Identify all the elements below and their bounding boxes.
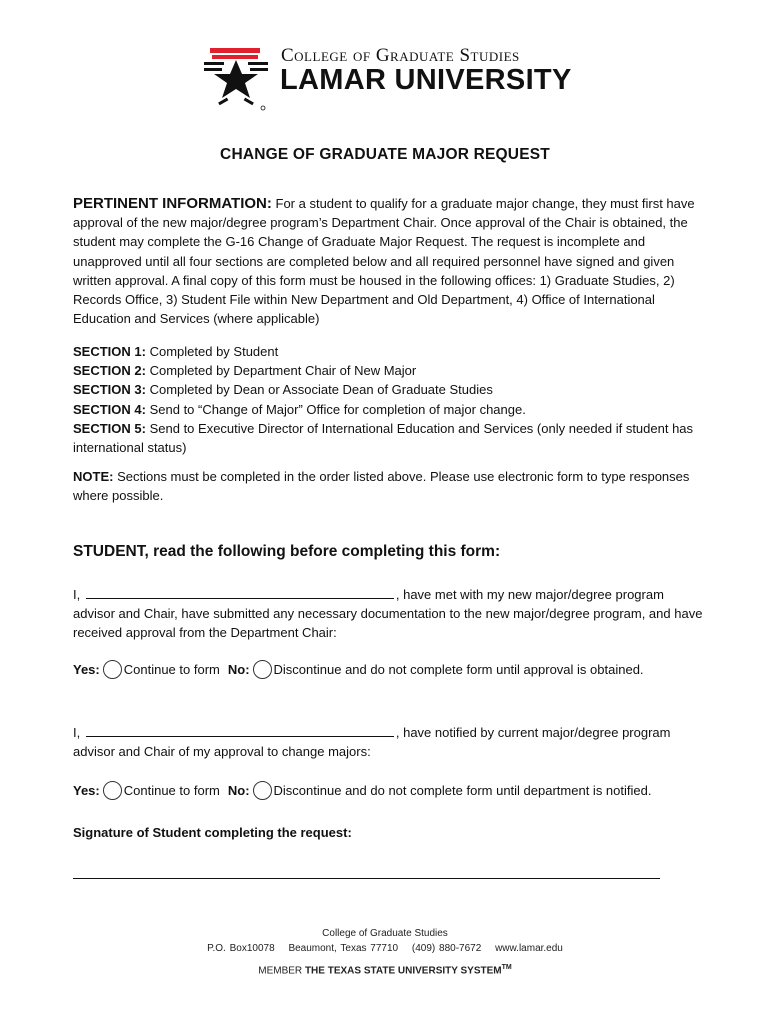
college-name: College of Graduate Studies [281, 45, 520, 66]
statement-2 [73, 723, 703, 761]
student-name-field-2[interactable] [86, 724, 394, 737]
section-text: Completed by Student [149, 344, 279, 359]
signature-label: Signature of Student completing the request: [73, 825, 352, 840]
pertinent-body: For a student to qualify for a graduate major change, they must first have approval of the new major/degree program’s Department Chair. Once approval of the Chair is obtained, the student may complete the G-16 Change of Graduate Major Request. The request is incomplete and unapproved until all four sections are completed below and all required personnel have signed and given written approval. A final copy of this form must be housed in the following offices: 1) Graduate Studies, 2) Records Office, 3) Student File within New Department and Old Department, 4) Office of International Education and Services (where applicable) [73, 196, 695, 327]
no-label: No: [227, 661, 250, 677]
section-text: Send to Executive Director of International Education and Services (only needed if student has international status) [73, 420, 694, 456]
no-text: Discontinue and do not complete form until approval is obtained. [273, 661, 644, 677]
yes-radio-2[interactable] [103, 781, 122, 800]
footer-member-label: MEMBER [258, 965, 303, 977]
statement-1-suffix: , have met with my new major/degree program [395, 587, 664, 602]
section-item [73, 361, 703, 380]
student-name-field-1[interactable] [86, 586, 394, 599]
footer-phone: (409) 880-7672 [411, 943, 482, 954]
yes-label: Yes: [73, 661, 100, 677]
section-label: SECTION 4: [73, 401, 146, 417]
section-text: Completed by Department Chair of New Major [149, 363, 417, 379]
section-text: Completed by Dean or Associate Dean of Graduate Studies [149, 382, 493, 398]
pertinent-lead: PERTINENT INFORMATION: [73, 195, 272, 212]
signature-field[interactable] [73, 878, 660, 879]
footer-city: Beaumont, Texas 77710 [288, 943, 399, 954]
university-name: LAMAR UNIVERSITY [280, 64, 572, 96]
section-item [73, 342, 703, 361]
section-text: Send to “Change of Major” Office for completion of major change. [149, 401, 526, 417]
statement-2-prefix: I, [73, 725, 81, 740]
choice-1 [73, 658, 723, 680]
section-label: SECTION 1: [73, 344, 146, 359]
footer-system: THE TEXAS STATE UNIVERSITY SYSTEM [304, 965, 502, 977]
note-label: NOTE: [73, 469, 114, 484]
section-label: SECTION 5: [73, 420, 146, 436]
form-title: CHANGE OF GRADUATE MAJOR REQUEST [220, 146, 550, 163]
yes-label: Yes: [73, 782, 100, 798]
statement-1-rest: advisor and Chair, have submitted any necessary documentation to the new major/degree program, and have received approval from the Department Chair: [73, 606, 703, 641]
sections-list [73, 342, 703, 457]
no-radio-2[interactable] [253, 781, 272, 800]
lamar-star-logo-icon [200, 42, 272, 114]
no-text: Discontinue and do not complete form until department is notified. [273, 782, 652, 798]
note [73, 467, 703, 505]
yes-text: Continue to form [123, 661, 220, 677]
statement-2-suffix: , have notified by current major/degree [395, 725, 619, 740]
note-text: Sections must be completed in the order listed above. Please use electronic form to type responses where possible. [73, 469, 690, 504]
footer-member [0, 964, 770, 976]
section-item [73, 419, 703, 457]
no-label: No: [227, 782, 250, 798]
student-heading: STUDENT, read the following before completing this form: [73, 543, 501, 560]
section-label: SECTION 3: [73, 382, 146, 398]
statement-2-rest: program advisor and Chair of my approval to change majors: [73, 725, 671, 760]
footer-contact [0, 943, 770, 954]
footer-tm: TM [501, 964, 512, 971]
no-radio-1[interactable] [253, 660, 272, 679]
statement-1-prefix: I, [73, 587, 81, 602]
footer-address: P.O. Box10078 [207, 943, 275, 954]
choice-2 [73, 779, 723, 801]
statement-1 [73, 585, 703, 643]
section-item [73, 400, 703, 419]
section-item [73, 380, 703, 399]
yes-text: Continue to form [123, 782, 220, 798]
yes-radio-1[interactable] [103, 660, 122, 679]
footer-web[interactable]: www.lamar.edu [495, 943, 563, 954]
footer-college: College of Graduate Studies [322, 928, 448, 939]
pertinent-information [73, 194, 703, 328]
section-label: SECTION 2: [73, 363, 146, 379]
